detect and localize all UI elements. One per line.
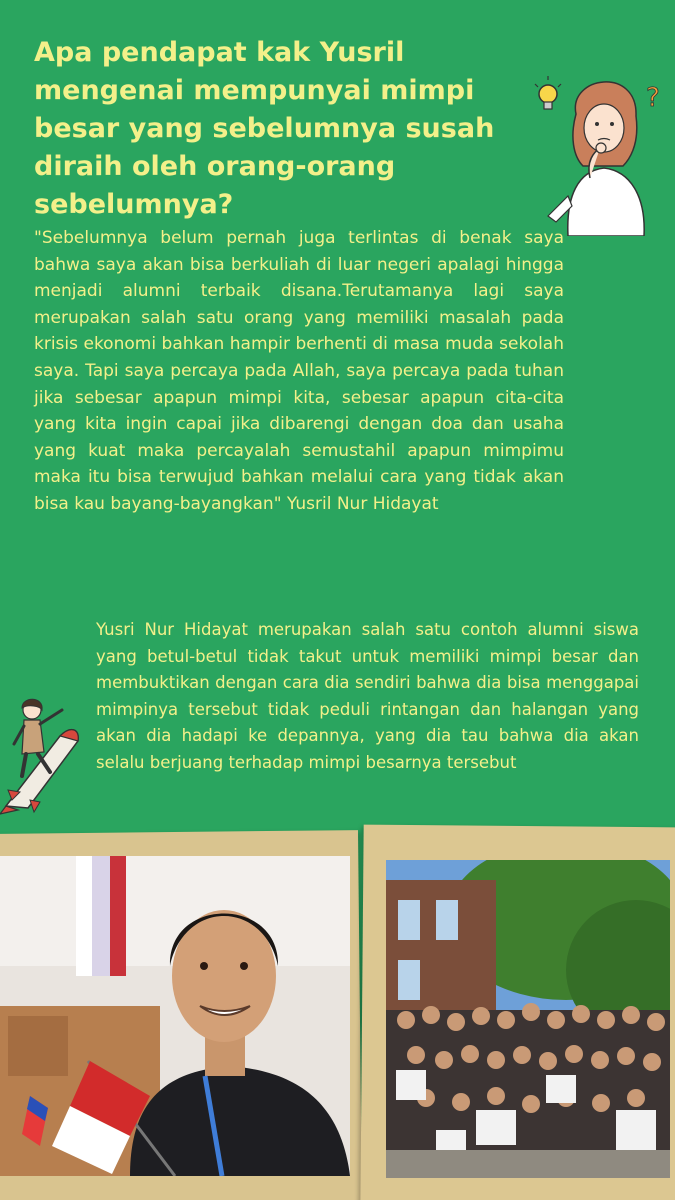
quote-text: "Sebelumnya belum pernah juga terlintas di benak saya bahwa saya akan bisa berkuliah di luar negeri apalagi hingga menjadi alumni terbaik disana.Terutamanya lagi saya merupakan salah satu orang yang memiliki masalah pada krisis ekonomi bahkan hampir berhenti di masa muda sekolah saya. Tapi saya percaya pada Allah, saya percaya pada tuhan jika sebesar apapun mimpi kita, sebesar apapun cita-cita yang kita ingin capai jika dibarengi dengan doa dan usaha yang kuat maka percayalah semustahil apapun mimpimu maka itu bisa terwujud bahkan melalui cara yang tidak akan bisa kau bayang-bayangkan" Yusril Nur Hidayat bbox=[34, 228, 564, 514]
description-text: Yusri Nur Hidayat merupakan salah satu contoh alumni siswa yang betul-betul tidak takut untuk memiliki mimpi besar dan membuktikan dengan cara dia sendiri bahwa dia bisa menggapai mimpinya tersebut tidak peduli rintangan dan halangan yang akan dia hadapi ke depannya, yang dia tau bahwa dia akan selalu berjuang terhadap mimpi besarnya tersebut bbox=[96, 620, 639, 772]
group-photo bbox=[386, 860, 670, 1178]
page-title: Apa pendapat kak Yusril mengenai mempunyai mimpi besar yang sebelumnya susah diraih oleh orang-orang sebelumnya? bbox=[34, 37, 495, 220]
question-mark-icon: ? bbox=[646, 83, 660, 113]
lightbulb-icon bbox=[535, 76, 561, 109]
thinking-girl-illustration bbox=[528, 66, 673, 236]
rocket-girl-illustration bbox=[0, 696, 92, 816]
portrait-photo bbox=[0, 856, 350, 1176]
